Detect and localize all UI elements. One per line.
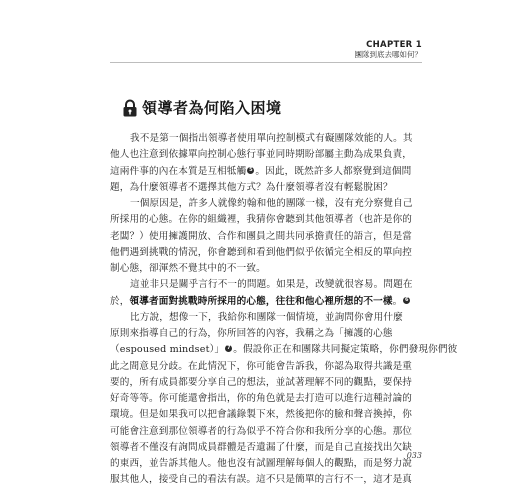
text-span: 於， (110, 295, 130, 307)
endnote-marker: 5 (249, 166, 253, 173)
endnote-marker: 6 (405, 296, 409, 303)
text-line: 這並非只是關乎言行不一的問題。如果是，改變就很容易。問題在 (130, 279, 413, 291)
text-span: 。 (392, 295, 403, 307)
emphasized-text: 領導者面對挑戰時所採用的心態，往往和他心裡所想的不一樣 (129, 295, 393, 307)
text-line: 可能會注意到那位領導者的行為似乎不符合你和我所分享的心態。那位 (110, 425, 413, 437)
text-line: 所採用的心態。在你的組織裡，我猜你會聽到其他領導者（也許是你的 (110, 214, 413, 226)
text-line: 制心態，卻渾然不覺其中的不一致。 (110, 263, 266, 274)
text-line: 我不是第一個指出領導者使用單向控制模式有礙團隊效能的人。其 (130, 133, 413, 144)
lock-icon (122, 99, 138, 117)
text-line: 領導者不僅沒有詢問成員群體是否遺漏了什麼，而是自己直接找出欠缺 (110, 441, 413, 453)
text-span: 。因此，既然許多人都察覺到這個問 (255, 165, 412, 177)
text-line: 服其他人，接受自己的看法有誤。這不只是簡單的言行不一，這才是真 (110, 474, 413, 486)
text-span: 。假設你正在和團隊共同擬定策略，你們發現你們彼 (233, 344, 458, 356)
text-span: 這兩件事的內在本質是互相牴觸 (110, 165, 247, 177)
chapter-title: 團隊到底去哪如何？ (354, 50, 422, 59)
text-line: 比方說，想像一下，我給你和團隊一個情境，並詢問你會用什麼 (130, 311, 403, 323)
text-line (110, 164, 422, 180)
endnote-marker: 7 (226, 345, 231, 352)
text-line: 環境。但是如果我可以把會議錄製下來，然後把你的臉和聲音換掉，你 (110, 409, 413, 421)
section-title: 領導者為何陷入困境 (142, 99, 282, 117)
text-line: 他們遇到挑戰的情況，你會聽到和看到他們似乎依循完全相反的單向控 (110, 246, 413, 258)
header-rule (110, 62, 422, 63)
text-line: 好奇等等。你可能還會指出，你的角色就是去打造可以進行這種討論的 (110, 393, 413, 404)
text-line: 的東西，並告訴其他人。他也沒有試圖理解每個人的觀點，而是努力說 (110, 458, 413, 469)
chapter-label: CHAPTER 1 (366, 40, 422, 50)
text-line (110, 342, 458, 358)
text-line (110, 294, 422, 310)
text-line: 老闆？）使用擁護開放、合作和團員之間共同承擔責任的語言，但是當 (110, 230, 413, 242)
text-line: 此之間意見分歧。在此情況下，你可能會告訴我，你認為取得共識是重 (110, 360, 413, 372)
text-line: 要的，所有成員都要分享自己的想法，並試著理解不同的觀點，要保持 (110, 376, 413, 388)
section-heading (122, 97, 282, 118)
text-line: 一個原因是，許多人就像約翰和他的團隊一樣，沒有充分察覺自己 (130, 198, 413, 209)
text-line: 題，為什麼領導者不選擇其他方式？為什麼領導者沒有輕鬆脫困？ (110, 181, 393, 193)
text-line: 他人也注意到依據單向控制心態行事並同時期盼部屬主動為成果負責， (110, 149, 413, 161)
page-number: 033 (406, 451, 422, 460)
text-line: 原則來指導自己的行為，你所回答的內容，我稱之為「擁護的心態 (110, 328, 393, 339)
body-text (110, 131, 458, 489)
running-head (355, 40, 423, 60)
text-span: （espoused mindset）」 (110, 344, 225, 356)
